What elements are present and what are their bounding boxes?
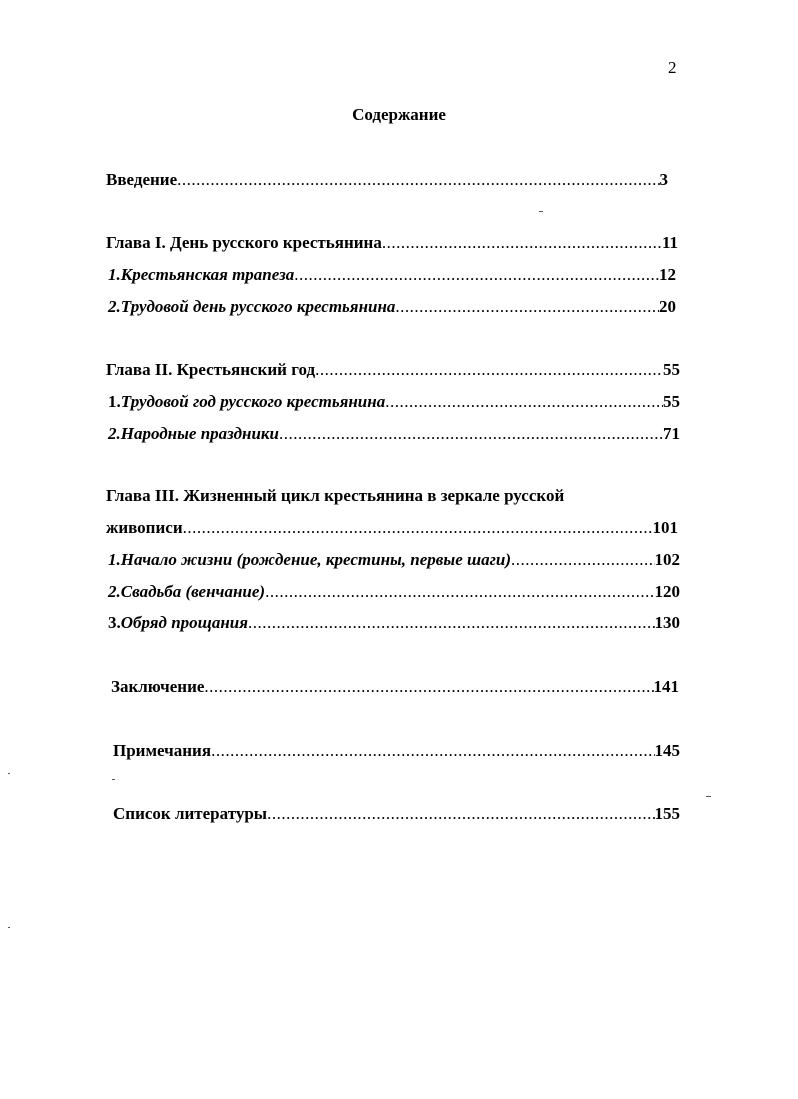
toc-entry-chapter-1-item-2[interactable]	[108, 297, 676, 317]
page-number: 2	[668, 58, 677, 77]
toc-label: Начало жизни (рождение, крестины, первые шаги)	[120, 550, 512, 569]
toc-entry-chapter-3-item-3[interactable]	[108, 613, 680, 633]
toc-entry-chapter-3[interactable]	[106, 518, 678, 538]
toc-label: Трудовой день русского крестьянина	[120, 297, 396, 316]
leader-dots	[211, 741, 654, 761]
leader-dots	[395, 297, 659, 317]
leader-dots	[248, 613, 655, 633]
scan-speck	[112, 779, 115, 780]
leader-dots	[267, 804, 654, 824]
toc-label: Свадьба (венчание)	[120, 582, 266, 601]
toc-entry-chapter-3-item-2[interactable]	[108, 582, 680, 602]
leader-dots	[265, 582, 654, 602]
toc-item-number: 2.	[108, 297, 121, 316]
toc-page: 3	[659, 170, 668, 189]
toc-entry-chapter-2[interactable]	[106, 360, 680, 380]
toc-label: живописи	[106, 518, 183, 537]
leader-dots	[183, 518, 653, 538]
toc-entry-bibliography[interactable]	[113, 804, 680, 824]
leader-dots	[279, 424, 663, 444]
toc-item-number: 2.	[108, 582, 121, 601]
scan-speck	[706, 796, 711, 797]
toc-entry-chapter-2-item-2[interactable]	[108, 424, 680, 444]
scan-speck	[8, 773, 10, 774]
toc-entry-conclusion[interactable]	[111, 677, 679, 697]
toc-item-number: 1.	[108, 392, 121, 411]
leader-dots	[315, 360, 663, 380]
toc-label: Введение	[106, 170, 178, 189]
toc-page: 102	[654, 550, 680, 569]
scan-speck	[539, 211, 543, 212]
toc-label: Список литературы	[113, 804, 268, 823]
toc-entry-chapter-1-item-1[interactable]	[108, 265, 676, 285]
toc-page: 71	[663, 424, 680, 443]
toc-entry-chapter-3-line1[interactable]: Глава III. Жизненный цикл крестьянина в зеркале русской	[106, 486, 565, 505]
toc-page: 141	[653, 677, 679, 696]
toc-label: Глава I. День русского крестьянина	[106, 233, 382, 252]
toc-entry-chapter-1[interactable]	[106, 233, 678, 253]
toc-label: Заключение	[111, 677, 205, 696]
leader-dots	[177, 170, 659, 190]
toc-page: 130	[654, 613, 680, 632]
toc-page: 101	[652, 518, 678, 537]
toc-item-number: 1.	[108, 550, 121, 569]
toc-label: Крестьянская трапеза	[120, 265, 295, 284]
toc-title: Содержание	[352, 105, 446, 124]
toc-label: Народные праздники	[120, 424, 279, 443]
leader-dots	[511, 550, 654, 570]
toc-page: 11	[661, 233, 678, 252]
leader-dots	[382, 233, 662, 253]
toc-item-number: 1.	[108, 265, 121, 284]
leader-dots	[294, 265, 659, 285]
toc-page: 145	[654, 741, 680, 760]
toc-label: Глава II. Крестьянский год	[106, 360, 316, 379]
leader-dots	[204, 677, 653, 697]
toc-entry-chapter-3-item-1[interactable]	[108, 550, 680, 570]
toc-entry-chapter-2-item-1[interactable]	[108, 392, 680, 412]
toc-page: 12	[659, 265, 676, 284]
toc-page: 55	[663, 392, 680, 411]
toc-label: Трудовой год русского крестьянина	[120, 392, 386, 411]
scan-speck	[8, 927, 10, 928]
leader-dots	[385, 392, 663, 412]
toc-entry-notes[interactable]	[113, 741, 680, 761]
toc-item-number: 3.	[108, 613, 121, 632]
toc-entry-intro[interactable]	[106, 170, 668, 190]
toc-label: Примечания	[113, 741, 212, 760]
toc-page: 120	[654, 582, 680, 601]
toc-label: Обряд прощания	[120, 613, 248, 632]
toc-page: 20	[659, 297, 676, 316]
toc-page: 55	[663, 360, 680, 379]
toc-page: 155	[654, 804, 680, 823]
toc-item-number: 2.	[108, 424, 121, 443]
